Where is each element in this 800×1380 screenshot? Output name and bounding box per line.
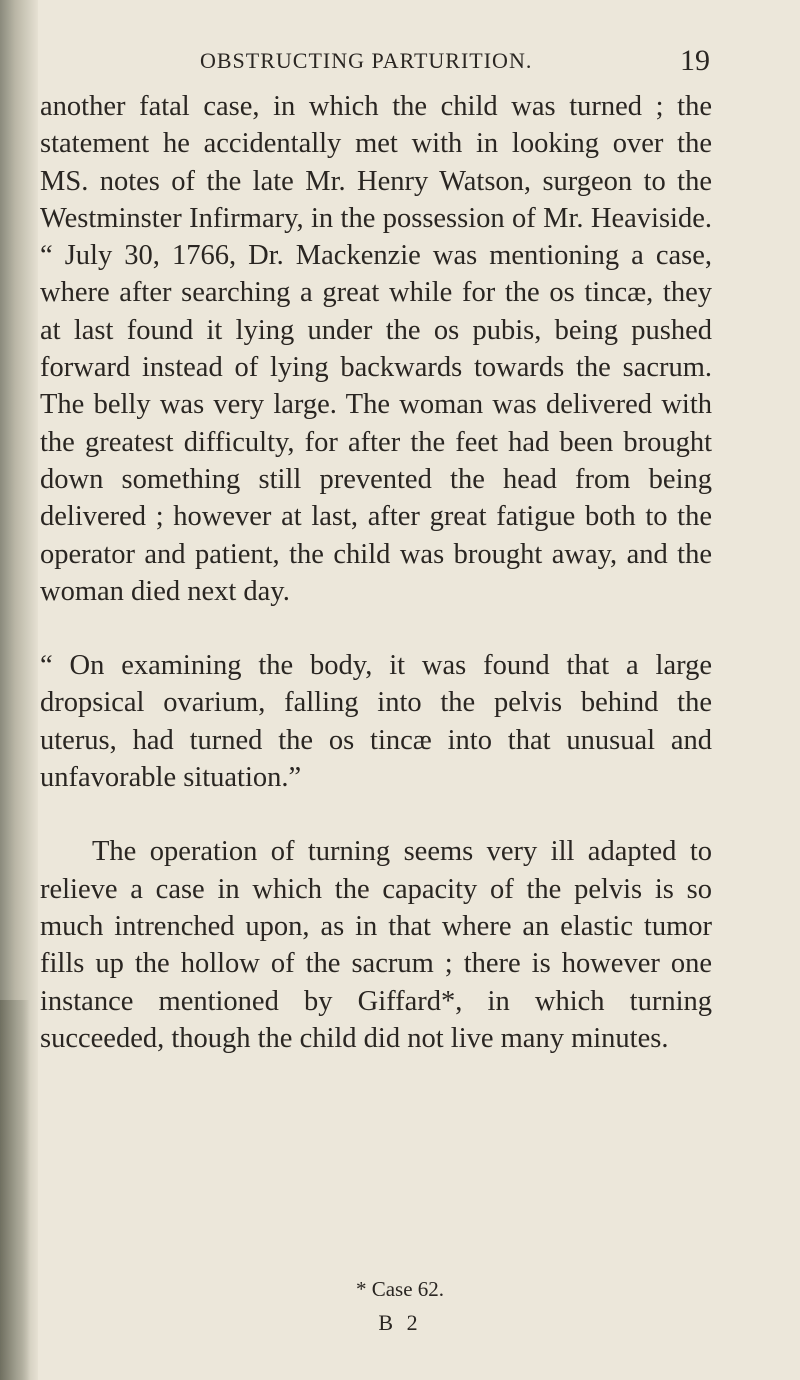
signature-mark: B 2 — [378, 1310, 422, 1335]
paragraph-commentary: The operation of turning seems very ill adapted to relieve a case in which the capacity of the pelvis is so much intrenched upon, as in that where an elastic tumor fills up the hollow of the sacrum ; there is however one instance mentioned by Giffard*, in which turning succeeded, though the child did not live many minutes. — [40, 836, 712, 1054]
running-head-title: OBSTRUCTING PARTURITION. — [200, 48, 533, 73]
running-head — [200, 44, 710, 88]
footnote: * Case 62. — [355, 1277, 445, 1301]
paragraph-continuation: another fatal case, in which the child was turned ; the statement he accidentally met with in looking over the MS. notes of the late Mr. Henry Watson, surgeon to the Westminster Infirmary, in the possession of Mr. Heaviside. “ July 30, 1766, Dr. Mackenzie was mentioning a case, where after searching a great while for the os tincæ, they at last found it lying under the os pubis, being pushed forward instead of lying backwards towards the sacrum. The belly was very large. The woman was delivered with the greatest difficulty, for after the feet had been brought down something still prevented the head from being delivered ; however at last, after great fatigue both to the operator and patient, the child was brought away, and the woman died next day. — [40, 91, 712, 607]
page-number: 19 — [680, 44, 710, 77]
paragraph-quotation: “ On examining the body, it was found that a large dropsical ovarium, falling into the pelvis behind the uterus, had turned the os tincæ into that unusual and unfavorable situation.” — [40, 650, 712, 794]
body-text — [40, 88, 712, 1057]
